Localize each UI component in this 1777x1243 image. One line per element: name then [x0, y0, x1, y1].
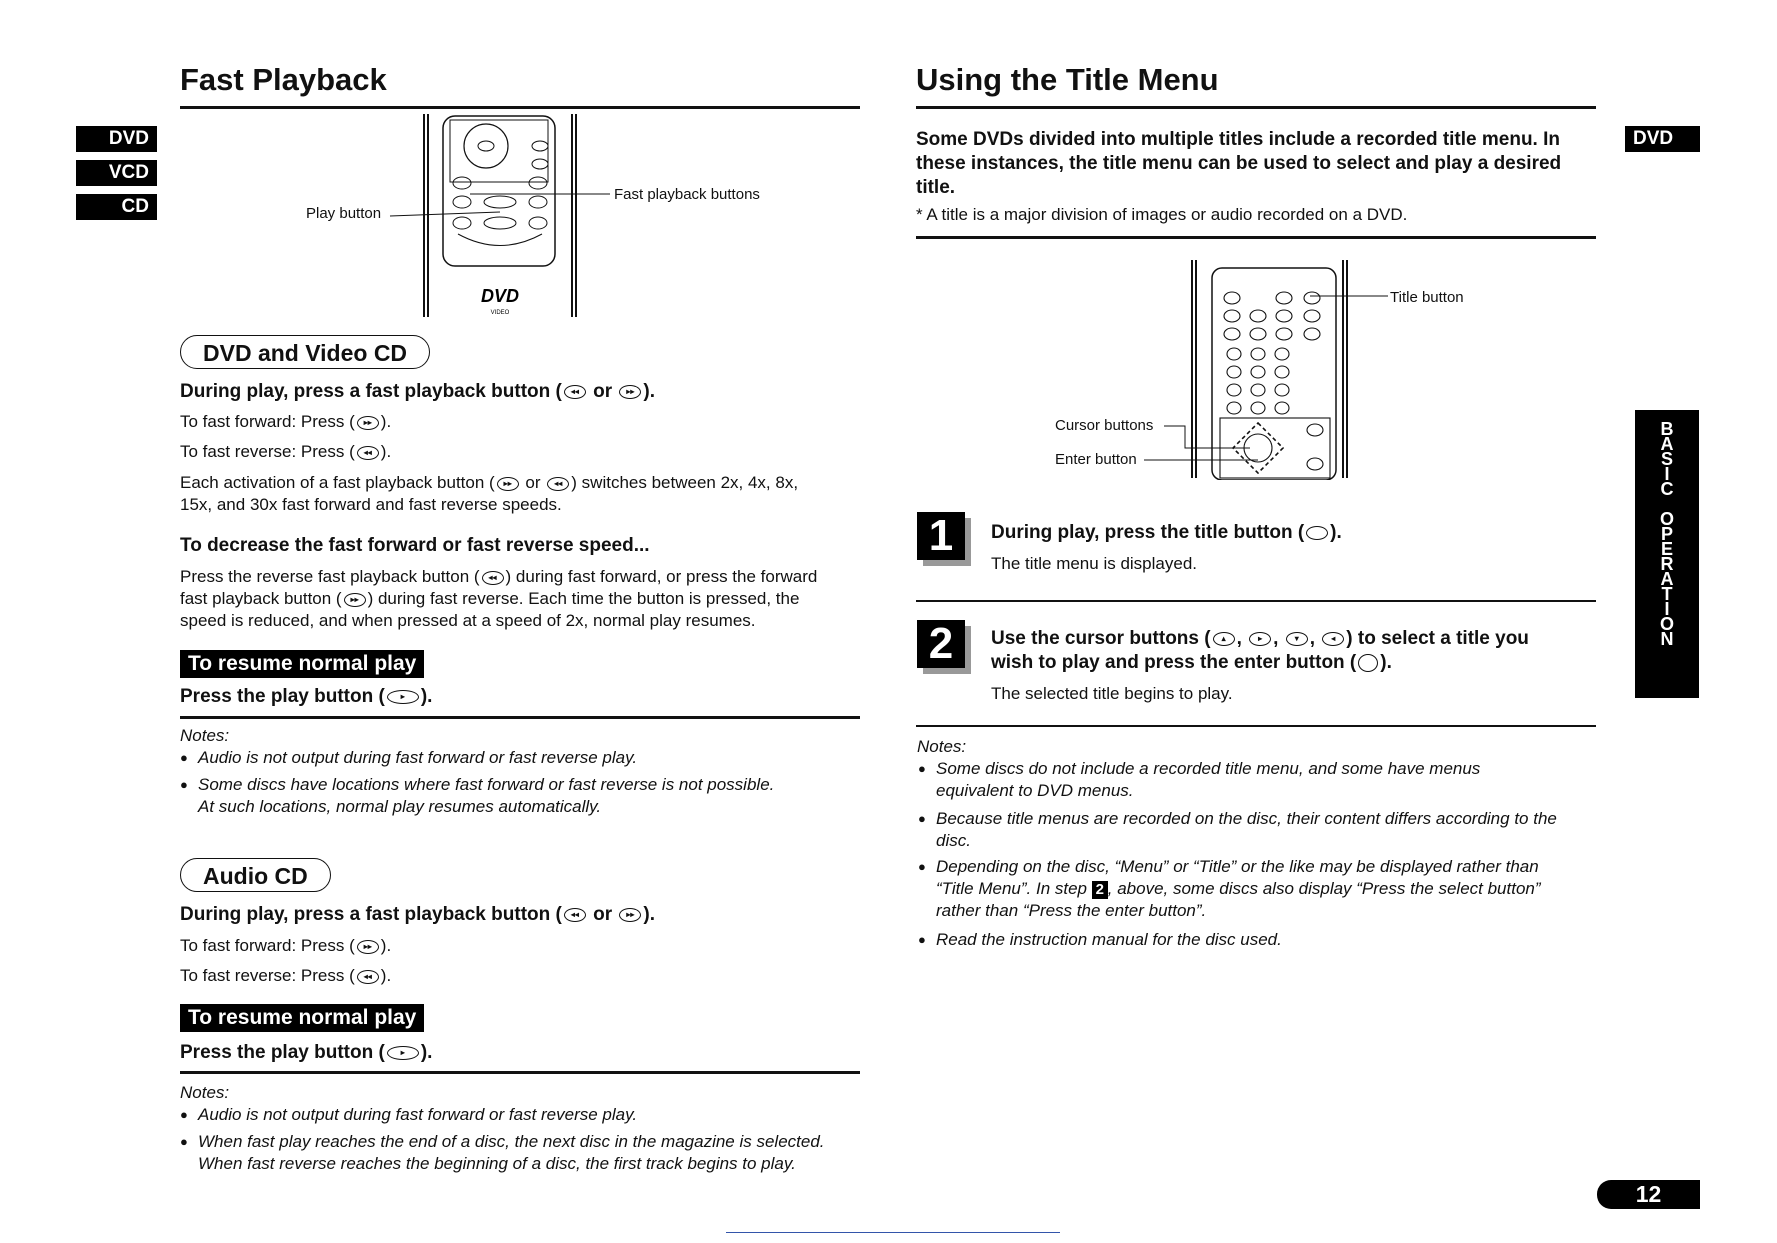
step-2-instruction: Use the cursor buttons ( ▴ , ▸ , ▾ , ◂ ) to select a title you wish to play and press the enter button ( ).: [991, 628, 1529, 673]
notes-label-right: Notes:: [917, 737, 967, 756]
svg-text:VIDEO: VIDEO: [490, 310, 510, 316]
cursor-down-icon: ▾: [1286, 632, 1308, 646]
title-footnote: * A title is a major division of images or audio recorded on a DVD.: [916, 205, 1408, 224]
fast-forward-icon: ▸▸: [619, 908, 641, 922]
dvd-each-activation: Each activation of a fast playback button ( ▸▸ or ◂◂ ) switches between 2x, 4x, 8x, 15x, and 30x fast forward and fast reverse speeds.: [180, 473, 799, 514]
note-right-1: ● Some discs do not include a recorded title menu, and some have menus: [936, 758, 1480, 780]
left-page-title: Fast Playback: [180, 62, 387, 97]
title-rule: [916, 106, 1596, 109]
tag-dvd: DVD: [76, 126, 157, 152]
resume-bar-cd: To resume normal play: [180, 1004, 424, 1032]
note-right-4: ● Read the instruction manual for the disc used.: [936, 929, 1282, 951]
callout-title-button: Title button: [1390, 289, 1464, 306]
resume-instruction-dvd: Press the play button ( ▸ ).: [180, 686, 433, 707]
fast-reverse-icon: ◂◂: [482, 571, 504, 585]
note-right-2: ● Because title menus are recorded on the disc, their content differs according to the: [936, 808, 1557, 830]
callout-cursor-buttons: Cursor buttons: [1055, 417, 1154, 434]
fast-reverse-icon: ◂◂: [357, 446, 379, 460]
fast-reverse-icon: ◂◂: [357, 970, 379, 984]
step-ref-badge: 2: [1092, 881, 1108, 899]
cursor-up-icon: ▴: [1213, 632, 1235, 646]
step-1-result: The title menu is displayed.: [991, 554, 1197, 573]
note-dvd-2: ● Some discs have locations where fast forward or fast reverse is not possible.: [198, 774, 774, 796]
section-rule: [180, 1071, 860, 1074]
title-button-icon: [1306, 526, 1328, 540]
tag-dvd-right: DVD: [1625, 126, 1700, 152]
step-1-number: 1: [917, 512, 965, 560]
play-icon: ▸: [387, 690, 419, 704]
fast-forward-icon: ▸▸: [497, 477, 519, 491]
note-right-3-cont: “Title Menu”. In step 2 , above, some discs also display “Press the select button”: [936, 879, 1541, 898]
tag-vcd: VCD: [76, 160, 157, 186]
dvd-ff-line: To fast forward: Press ( ▸▸ ).: [180, 412, 392, 431]
callout-play-button: Play button: [306, 205, 382, 222]
callout-fast-playback-buttons: Fast playback buttons: [614, 186, 760, 203]
notes-label-dvd: Notes:: [180, 726, 230, 745]
step-rule: [916, 600, 1596, 602]
note-right-2-cont: disc.: [936, 831, 971, 850]
fast-forward-icon: ▸▸: [357, 416, 379, 430]
cursor-left-icon: ◂: [1322, 632, 1344, 646]
step-2-result: The selected title begins to play.: [991, 684, 1233, 703]
section-rule: [180, 716, 860, 719]
resume-bar-dvd: To resume normal play: [180, 650, 424, 678]
page-number: 12: [1597, 1180, 1700, 1209]
note-cd-2: ● When fast play reaches the end of a disc, the next disc in the magazine is selected.: [198, 1131, 825, 1153]
note-dvd-1: ● Audio is not output during fast forward or fast reverse play.: [198, 747, 637, 769]
note-cd-1: ● Audio is not output during fast forward or fast reverse play.: [198, 1104, 637, 1126]
step-1-instruction: During play, press the title button ( ).: [991, 522, 1342, 543]
resume-instruction-cd: Press the play button ( ▸ ).: [180, 1042, 433, 1063]
fast-forward-icon: ▸▸: [619, 385, 641, 399]
section-pill-dvd-vcd: DVD and Video CD: [180, 335, 430, 369]
cursor-right-icon: ▸: [1249, 632, 1271, 646]
dvd-fr-line: To fast reverse: Press ( ◂◂ ).: [180, 442, 392, 461]
section-sidebar-tab: B A S I C O P E R A T I O N: [1635, 410, 1699, 698]
play-icon: ▸: [387, 1046, 419, 1060]
svg-text:DVD: DVD: [480, 286, 520, 306]
note-dvd-2-cont: At such locations, normal play resumes automatically.: [198, 797, 602, 816]
tag-cd: CD: [76, 194, 157, 220]
cd-ff-line: To fast forward: Press ( ▸▸ ).: [180, 936, 392, 955]
right-page-title: Using the Title Menu: [916, 62, 1219, 97]
section-pill-audio-cd: Audio CD: [180, 858, 331, 892]
cd-fr-line: To fast reverse: Press ( ◂◂ ).: [180, 966, 392, 985]
enter-button-icon: [1358, 654, 1378, 672]
step-rule: [916, 725, 1596, 727]
cd-instruction: During play, press a fast playback button ( ◂◂ or ▸▸ ).: [180, 904, 656, 925]
step-2-number: 2: [917, 620, 965, 668]
decrease-heading: To decrease the fast forward or fast reverse speed...: [180, 535, 650, 556]
intro-rule: [916, 236, 1596, 239]
intro-text: Some DVDs divided into multiple titles include a recorded title menu. In these instances, the title menu can be used to select and play a desired title.: [916, 129, 1562, 198]
note-right-3: ● Depending on the disc, “Menu” or “Title” or the like may be displayed rather than: [936, 856, 1539, 878]
footer-line: [726, 1232, 1060, 1233]
fast-forward-icon: ▸▸: [357, 940, 379, 954]
notes-label-cd: Notes:: [180, 1083, 230, 1102]
fast-reverse-icon: ◂◂: [564, 385, 586, 399]
decrease-text: Press the reverse fast playback button ( ◂◂ ) during fast forward, or press the forward fast playback button ( ▸▸ ) during fast reverse. Each time the button is pressed, the speed is reduced, and when pressed at a speed of 2x, normal play resumes.: [180, 567, 818, 630]
fast-reverse-icon: ◂◂: [547, 477, 569, 491]
note-cd-2-cont: When fast reverse reaches the beginning of a disc, the first track begins to play.: [198, 1154, 796, 1173]
fast-forward-icon: ▸▸: [344, 593, 366, 607]
fast-reverse-icon: ◂◂: [564, 908, 586, 922]
callout-enter-button: Enter button: [1055, 451, 1137, 468]
dvd-instruction: During play, press a fast playback button ( ◂◂ or ▸▸ ).: [180, 381, 656, 402]
title-rule: [180, 106, 860, 109]
note-right-1-cont: equivalent to DVD menus.: [936, 781, 1134, 800]
note-right-3-cont2: rather than “Press the enter button”.: [936, 901, 1207, 920]
